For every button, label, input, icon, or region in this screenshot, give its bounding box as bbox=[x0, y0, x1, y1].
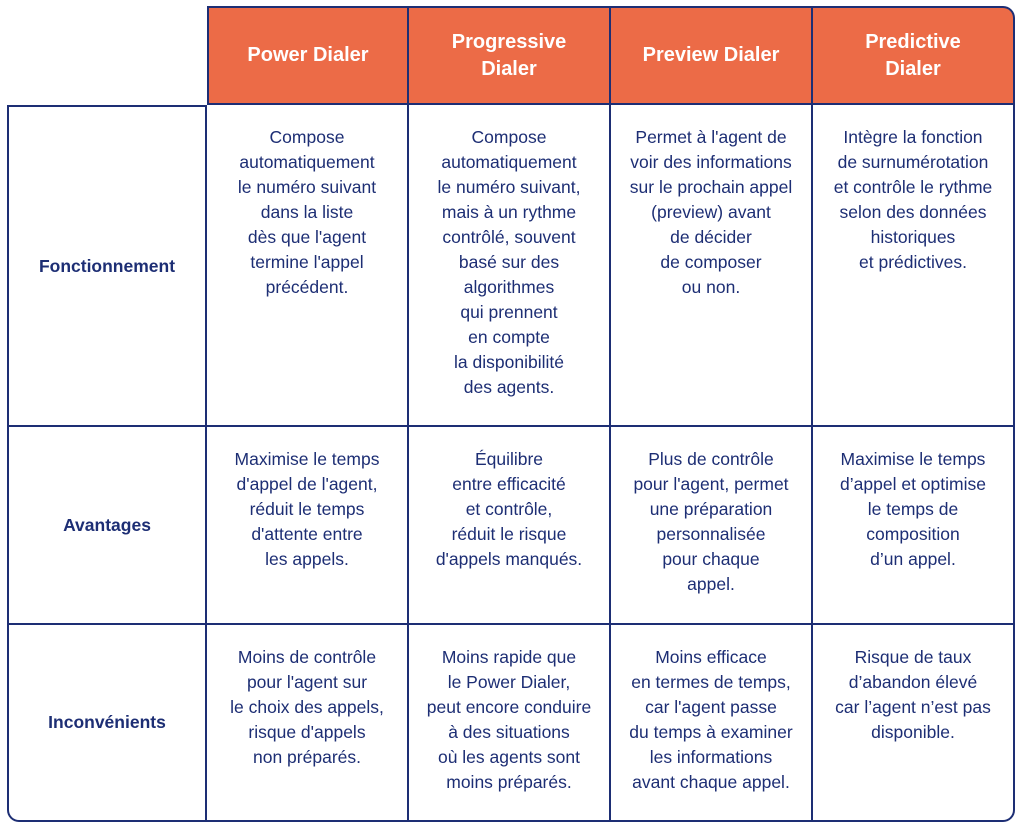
table-cell: Moins efficace en termes de temps, car l'agent passe du temps à examiner les informations avant chaque appel. bbox=[611, 625, 813, 822]
table-corner bbox=[7, 6, 207, 105]
table-cell: Permet à l'agent de voir des informations sur le prochain appel (preview) avant de décider de composer ou non. bbox=[611, 105, 813, 427]
comparison-table bbox=[7, 6, 1015, 822]
row-label-avantages: Avantages bbox=[7, 427, 207, 625]
table-cell: Plus de contrôle pour l'agent, permet une préparation personnalisée pour chaque appel. bbox=[611, 427, 813, 625]
column-header-power-dialer: Power Dialer bbox=[207, 6, 409, 105]
table-cell: Moins rapide que le Power Dialer, peut encore conduire à des situations où les agents sont moins préparés. bbox=[409, 625, 611, 822]
table-cell: Intègre la fonction de surnumérotation et contrôle le rythme selon des données historiques et prédictives. bbox=[813, 105, 1015, 427]
table-cell: Compose automatiquement le numéro suivant dans la liste dès que l'agent termine l'appel précédent. bbox=[207, 105, 409, 427]
table-cell: Moins de contrôle pour l'agent sur le choix des appels, risque d'appels non préparés. bbox=[207, 625, 409, 822]
table-cell: Maximise le temps d’appel et optimise le temps de composition d’un appel. bbox=[813, 427, 1015, 625]
column-header-progressive-dialer: Progressive Dialer bbox=[409, 6, 611, 105]
table-cell: Maximise le temps d'appel de l'agent, réduit le temps d'attente entre les appels. bbox=[207, 427, 409, 625]
column-header-predictive-dialer: Predictive Dialer bbox=[813, 6, 1015, 105]
table-cell: Compose automatiquement le numéro suivant, mais à un rythme contrôlé, souvent basé sur des algorithmes qui prennent en compte la disponibilité des agents. bbox=[409, 105, 611, 427]
row-label-inconvenients: Inconvénients bbox=[7, 625, 207, 822]
table-cell: Risque de taux d’abandon élevé car l’agent n’est pas disponible. bbox=[813, 625, 1015, 822]
column-header-preview-dialer: Preview Dialer bbox=[611, 6, 813, 105]
row-label-fonctionnement: Fonctionnement bbox=[7, 105, 207, 427]
table-cell: Équilibre entre efficacité et contrôle, réduit le risque d'appels manqués. bbox=[409, 427, 611, 625]
